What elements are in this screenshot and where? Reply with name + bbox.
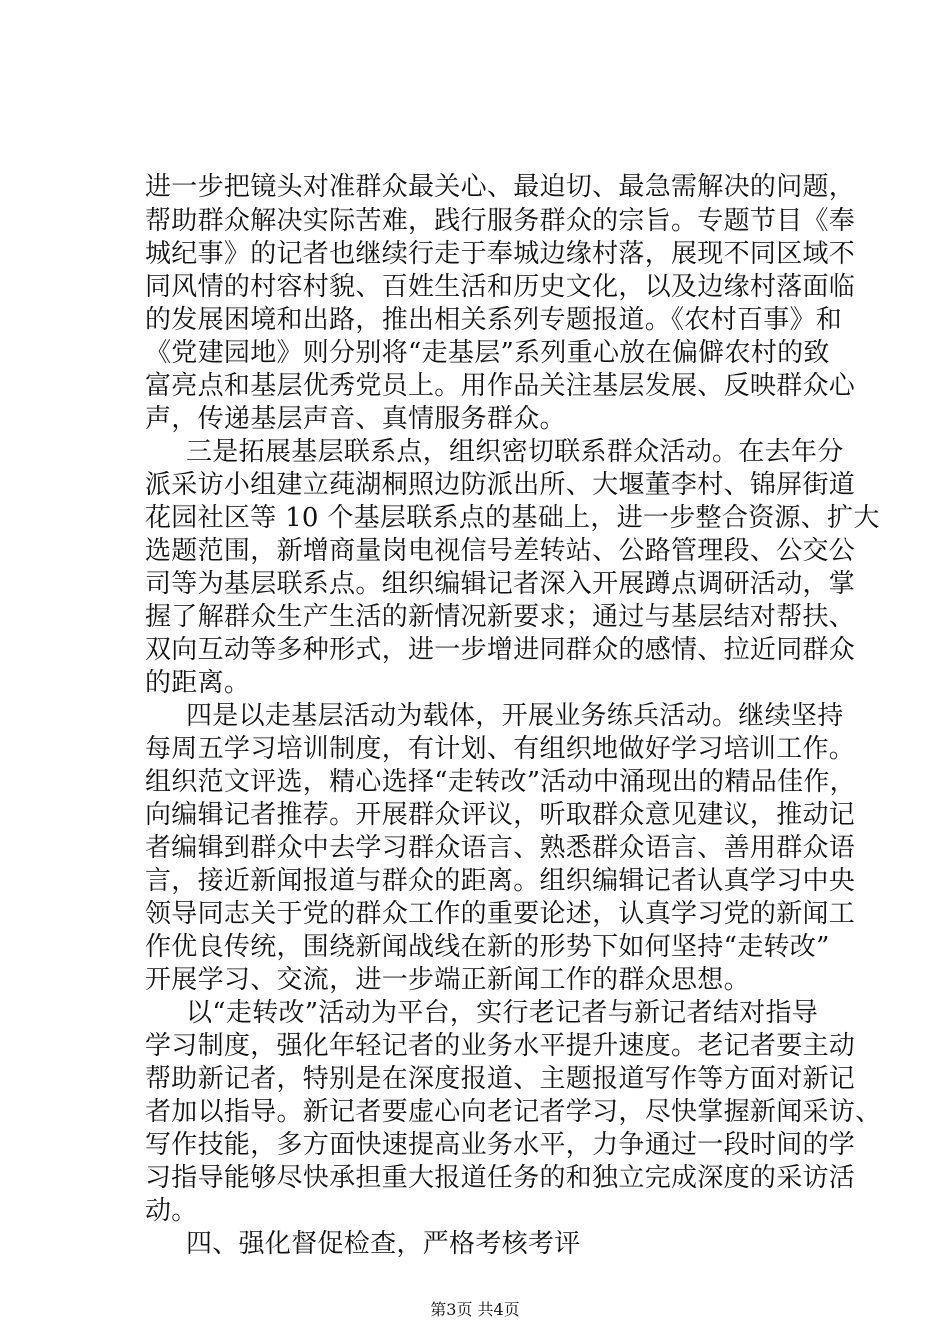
text-line: 的距离。	[145, 668, 251, 698]
text-line: 《党建园地》则分别将“走基层”系列重心放在偏僻农村的致	[145, 338, 830, 368]
text-line: 习指导能够尽快承担重大报道任务的和独立完成深度的采访活	[145, 1163, 856, 1193]
text-line: 动。	[145, 1196, 198, 1226]
page-footer: 第3页 共4页	[430, 1300, 520, 1319]
section-heading: 四、强化督促检查，严格考核考评	[186, 1229, 581, 1259]
text-line: 言，接近新闻报道与群众的距离。组织编辑记者认真学习中央	[145, 866, 856, 896]
text-line: 每周五学习培训制度，有计划、有组织地做好学习培训工作。	[145, 734, 856, 764]
text-line: 握了解群众生产生活的新情况新要求；通过与基层结对帮扶、	[145, 602, 856, 632]
text-line: 者编辑到群众中去学习群众语言、熟悉群众语言、善用群众语	[145, 833, 856, 863]
text-line: 的发展困境和出路，推出相关系列专题报道。《农村百事》和	[145, 305, 843, 335]
text-line: 开展学习、交流，进一步端正新闻工作的群众思想。	[145, 965, 750, 995]
text-line: 双向互动等多种形式，进一步增进同群众的感情、拉近同群众	[145, 635, 856, 665]
text-line: 选题范围，新增商量岗电视信号差转站、公路管理段、公交公	[145, 536, 856, 566]
text-line: 学习制度，强化年轻记者的业务水平提升速度。老记者要主动	[145, 1031, 856, 1061]
text-line: 者加以指导。新记者要虚心向老记者学习，尽快掌握新闻采访、	[145, 1097, 882, 1127]
text-line: 富亮点和基层优秀党员上。用作品关注基层发展、反映群众心	[145, 371, 856, 401]
text-line: 声，传递基层声音、真情服务群众。	[145, 404, 566, 434]
text-line: 司等为基层联系点。组织编辑记者深入开展蹲点调研活动，掌	[145, 569, 856, 599]
text-line: 城纪事》的记者也继续行走于奉城边缘村落，展现不同区域不	[145, 239, 856, 269]
text-line: 作优良传统，围绕新闻战线在新的形势下如何坚持“走转改”	[145, 932, 830, 962]
text-line: 组织范文评选，精心选择“走转改”活动中涌现出的精品佳作，	[145, 767, 856, 797]
text-line: 写作技能，多方面快速提高业务水平，力争通过一段时间的学	[145, 1130, 856, 1160]
text-line: 帮助新记者，特别是在深度报道、主题报道写作等方面对新记	[145, 1064, 856, 1094]
text-line: 帮助群众解决实际苦难，践行服务群众的宗旨。专题节目《奉	[145, 206, 856, 236]
text-line: 同风情的村容村貌、百姓生活和历史文化，以及边缘村落面临	[145, 272, 856, 302]
text-line: 领导同志关于党的群众工作的重要论述，认真学习党的新闻工	[145, 899, 856, 929]
text-line: 进一步把镜头对准群众最关心、最迫切、最急需解决的问题，	[145, 172, 856, 202]
text-line: 派采访小组建立莼湖桐照边防派出所、大堰董李村、锦屏街道	[145, 470, 856, 500]
paragraph-first-line: 四是以走基层活动为载体，开展业务练兵活动。继续坚持	[186, 701, 844, 731]
text-line: 花园社区等 10 个基层联系点的基础上，进一步整合资源、扩大	[145, 503, 880, 533]
text-line: 向编辑记者推荐。开展群众评议，听取群众意见建议，推动记	[145, 800, 856, 830]
paragraph-first-line: 三是拓展基层联系点，组织密切联系群众活动。在去年分	[186, 437, 844, 467]
paragraph-first-line: 以“走转改”活动为平台，实行老记者与新记者结对指导	[186, 998, 819, 1028]
